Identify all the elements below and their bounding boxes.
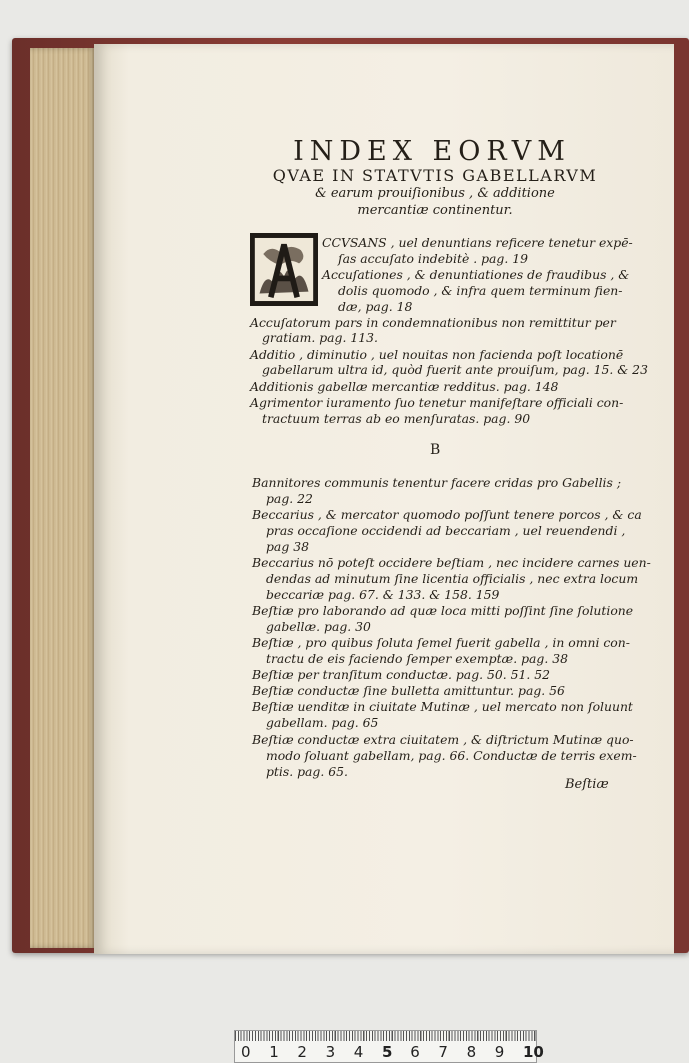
index-entry-b-line: Beſtiæ conductæ ſine bulletta amittuntur. pag. 56 bbox=[252, 683, 565, 698]
catchword: Beſtiæ bbox=[565, 777, 609, 792]
ruler-number: 0 bbox=[241, 1043, 251, 1061]
index-entry-b-line: Beccarius , & mercator quomodo poſſunt tenere porcos , & ca bbox=[252, 507, 642, 522]
index-entry-a-line: Accuſatorum pars in condemnationibus non remittitur per bbox=[250, 315, 616, 330]
section-letter-b: B bbox=[430, 442, 441, 458]
index-entry-b-line: gabellæ. pag. 30 bbox=[266, 619, 371, 634]
ruler-ticks bbox=[235, 1031, 536, 1041]
page-edges bbox=[30, 48, 96, 948]
index-entry-b-line: tractu de eis faciendo ſemper exemptæ. pag. 38 bbox=[266, 651, 568, 666]
ruler-number: 10 bbox=[523, 1043, 544, 1061]
index-entry-a-line: gratiam. pag. 113. bbox=[262, 330, 378, 345]
index-entry-b-line: Beſtiæ conductæ extra ciuitatem , & diſtrictum Mutinæ quo- bbox=[252, 732, 634, 747]
index-entry-b-line: Beſtiæ uenditæ in ciuitate Mutinæ , uel mercato non ſoluunt bbox=[252, 699, 633, 714]
index-entry-a-line: Additio , diminutio , uel nouitas non facienda poſt locationē bbox=[250, 347, 624, 362]
index-entry-b-line: modo ſoluant gabellam, pag. 66. Conductæ de terris exem- bbox=[266, 748, 637, 763]
index-entry-a-line: ſas accuſato indebitè . pag. 19 bbox=[338, 251, 528, 266]
decorated-initial-a bbox=[250, 233, 318, 306]
ruler-number: 2 bbox=[297, 1043, 307, 1061]
index-entry-b-line: Beſtiæ per tranſitum conductæ. pag. 50. 51. 52 bbox=[252, 667, 551, 682]
index-entry-b-line: beccariæ pag. 67. & 133. & 158. 159 bbox=[266, 587, 500, 602]
index-entry-a-line: Accuſationes , & denuntiationes de fraudibus , & bbox=[322, 267, 630, 282]
index-entry-b-line: dendas ad minutum ſine licentia officialis , nec extra locum bbox=[266, 571, 639, 586]
index-entry-a-line: gabellarum ultra id, quòd fuerit ante prouiſum, pag. 15. & 23 bbox=[262, 362, 648, 377]
ruler-number: 9 bbox=[494, 1043, 505, 1061]
index-entry-b-line: pras occaſione occidendi ad beccariam , uel reuendendi , bbox=[266, 523, 626, 538]
index-entry-b-line: ptis. pag. 65. bbox=[266, 764, 348, 779]
ruler-number: 6 bbox=[410, 1043, 420, 1061]
ruler-number: 7 bbox=[438, 1043, 448, 1061]
index-entry-b-line: Bannitores communis tenentur facere cridas pro Gabellis ; bbox=[252, 475, 621, 490]
index-entry-b-line: pag 38 bbox=[266, 539, 309, 554]
ruler-number: 3 bbox=[325, 1043, 336, 1061]
index-entry-b-line: gabellam. pag. 65 bbox=[266, 715, 379, 730]
ruler-number: 5 bbox=[382, 1043, 393, 1061]
index-entry-b-line: Beſtiæ pro laborando ad quæ loca mitti poſſint ſine ſolutione bbox=[252, 603, 634, 618]
index-entry-a-line: CCVSANS , uel denuntians reficere tenetur expē- bbox=[322, 235, 633, 250]
index-entry-a-line: Additionis gabellæ mercantiæ redditus. pag. 148 bbox=[250, 379, 559, 394]
index-entry-b-line: pag. 22 bbox=[266, 491, 313, 506]
index-entry-a-line: dæ, pag. 18 bbox=[338, 299, 413, 314]
scale-ruler bbox=[234, 1030, 544, 1063]
page-title: INDEX EORVM bbox=[293, 136, 571, 167]
page-subtitle-line-3: mercantiæ continentur. bbox=[357, 203, 513, 218]
ruler-number: 1 bbox=[269, 1043, 279, 1061]
ruler-number: 4 bbox=[353, 1043, 364, 1061]
index-entry-b-line: Beſtiæ , pro quibus ſoluta ſemel fuerit gabella , in omni con- bbox=[252, 635, 630, 650]
ruler-number: 8 bbox=[466, 1043, 477, 1061]
index-entry-a-line: dolis quomodo , & infra quem terminum fien- bbox=[338, 283, 623, 298]
index-entry-a-line: tractuum terras ab eo menſuratas. pag. 90 bbox=[262, 411, 531, 426]
page-subtitle: QVAE IN STATVTIS GABELLARVM bbox=[272, 166, 598, 185]
index-entry-b-line: Beccarius nō poteſt occidere beſtiam , nec incidere carnes uen- bbox=[252, 555, 651, 570]
index-entry-a-line: Agrimentor iuramento ſuo tenetur manifeſtare officiali con- bbox=[250, 395, 624, 410]
page-subtitle-line-2: & earum prouiſionibus , & additione bbox=[315, 186, 555, 201]
